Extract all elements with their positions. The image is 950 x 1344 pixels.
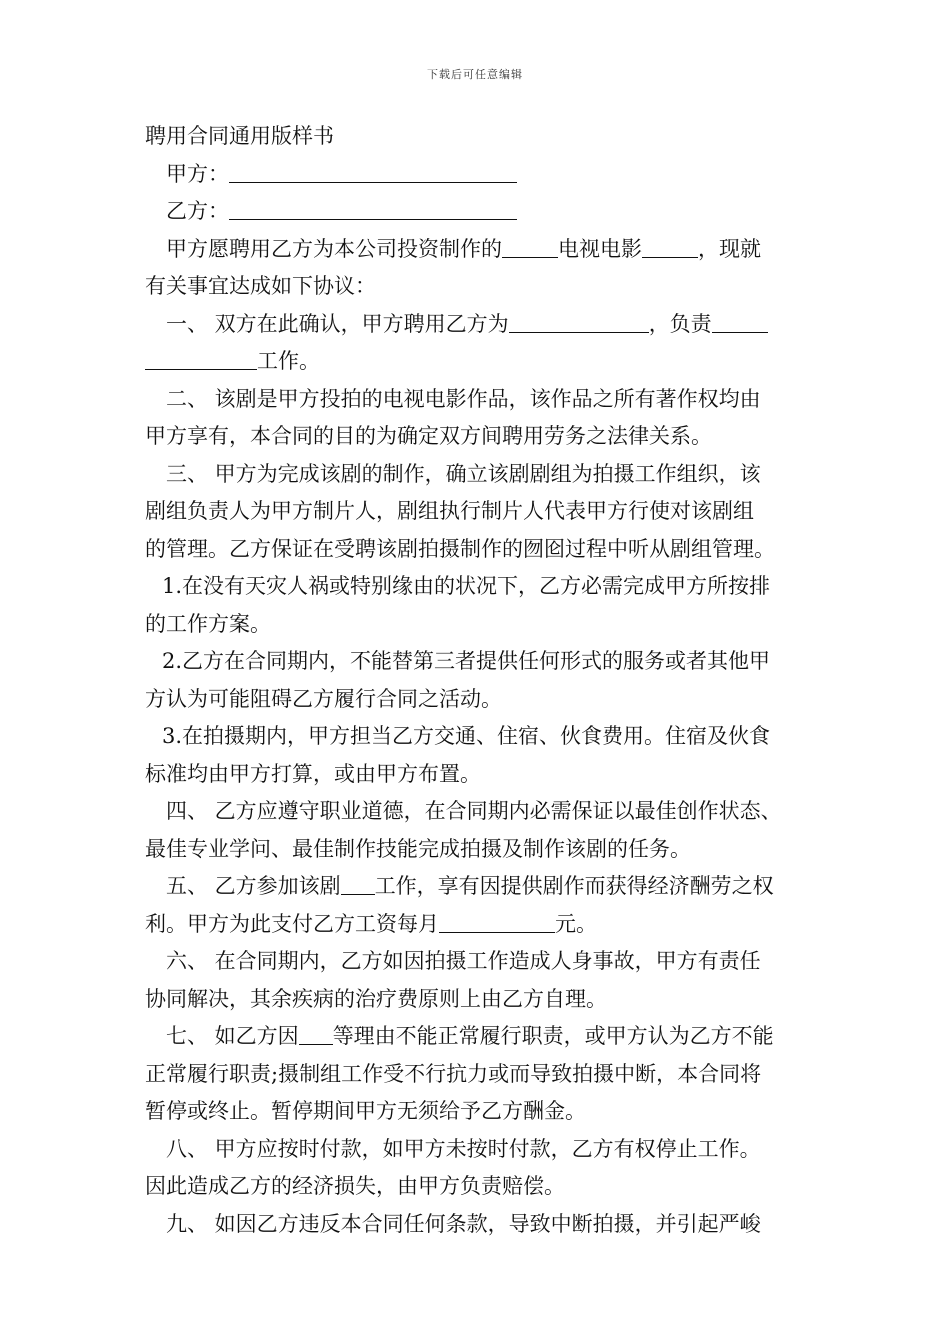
clause-3-line-3: 的管理。乙方保证在受聘该剧拍摄制作的囫囵过程中听从剧组管理。 (145, 536, 775, 561)
clause-3-line-1: 三、 甲方为完成该剧的制作，确立该剧剧组为拍摄工作组织，该 (166, 461, 761, 486)
clause-1-text-a: 一、 双方在此确认，甲方聘用乙方为 (166, 311, 509, 336)
clause-6-line-2: 协同解决，其余疾病的治疗费原则上由乙方自理。 (145, 986, 607, 1011)
sub-3-line-1: 3.在拍摄期内，甲方担当乙方交通、住宿、伙食费用。住宿及伙食 (162, 724, 771, 748)
sub-3-line-2: 标准均由甲方打算，或由甲方布置。 (145, 761, 481, 786)
clause-5-blank-2 (439, 908, 555, 933)
party-a-line (145, 156, 817, 194)
party-b-line (145, 193, 817, 231)
clause-1-blank-3 (145, 345, 257, 370)
clause-7-text-a: 七、 如乙方因 (166, 1024, 299, 1048)
clause-7-blank-1 (299, 1020, 333, 1045)
clause-2-line-1: 二、 该剧是甲方投拍的电视电影作品，该作品之所有著作权均由 (166, 386, 761, 411)
clause-1-blank-1 (509, 308, 649, 333)
clause-5-line-2 (145, 906, 817, 944)
clause-1-line-1 (145, 306, 817, 344)
clause-5-line-1 (145, 868, 817, 906)
party-a-label: 甲方： (166, 161, 229, 186)
intro-blank-2 (642, 233, 698, 258)
sub-1-line-1: 1.在没有天灾人祸或特别缘由的状况下，乙方必需完成甲方所按排 (162, 574, 771, 598)
party-b-blank (229, 195, 517, 220)
intro-text-b: 电视电影 (558, 236, 642, 261)
clause-7-line-3: 暂停或终止。暂停期间甲方无须给予乙方酬金。 (145, 1099, 586, 1123)
sub-2-line-2: 方认为可能阻碍乙方履行合同之活动。 (145, 686, 502, 711)
clause-4-line-1: 四、 乙方应遵守职业道德，在合同期内必需保证以最佳创作状态、 (166, 799, 782, 823)
intro-line-1 (145, 231, 817, 269)
sub-2-line-1: 2.乙方在合同期内，不能替第三者提供任何形式的服务或者其他甲 (162, 649, 771, 673)
clause-1-text-c: 工作。 (257, 349, 320, 373)
clause-6-line-1: 六、 在合同期内，乙方如因拍摄工作造成人身事故，甲方有责任 (166, 949, 761, 973)
clause-8-line-1: 八、 甲方应按时付款，如甲方未按时付款，乙方有权停止工作。 (166, 1136, 761, 1161)
clause-5-text-d: 元。 (555, 911, 597, 936)
intro-text-c: ，现就 (698, 236, 761, 261)
page-header: 下载后可任意编辑 (427, 68, 523, 81)
intro-text-a: 甲方愿聘用乙方为本公司投资制作的 (166, 236, 502, 261)
clause-8-line-2: 因此造成乙方的经济损失，由甲方负责赔偿。 (145, 1174, 565, 1198)
clause-4-line-2: 最佳专业学问、最佳制作技能完成拍摄及制作该剧的任务。 (145, 836, 691, 861)
clause-1-line-2 (145, 343, 817, 381)
party-a-blank (229, 158, 517, 183)
clause-7-line-1 (145, 1018, 817, 1056)
clause-5-text-b: 工作，享有因提供剧作而获得经济酬劳之权 (374, 874, 774, 898)
clause-5-blank-1 (341, 870, 375, 895)
clause-9-line-1: 九、 如因乙方违反本合同任何条款，导致中断拍摄，并引起严峻 (166, 1211, 761, 1236)
clause-7-text-b: 等理由不能正常履行职责，或甲方认为乙方不能 (332, 1024, 774, 1048)
clause-5-text-c: 利。甲方为此支付乙方工资每月 (145, 911, 439, 936)
clause-2-line-2: 甲方享有，本合同的目的为确定双方间聘用劳务之法律关系。 (145, 424, 712, 448)
clause-5-text-a: 五、 乙方参加该剧 (166, 874, 341, 898)
clause-3-line-2: 剧组负责人为甲方制片人，剧组执行制片人代表甲方行使对该剧组 (145, 499, 754, 523)
document-title: 聘用合同通用版样书 (145, 124, 334, 148)
clause-1-blank-2 (712, 308, 768, 333)
party-b-label: 乙方： (166, 199, 229, 223)
intro-blank-1 (502, 233, 558, 258)
sub-1-line-2: 的工作方案。 (145, 611, 271, 636)
clause-7-line-2: 正常履行职责;摄制组工作受不行抗力或而导致拍摄中断，本合同将 (145, 1061, 762, 1086)
intro-line-2: 有关事宜达成如下协议： (145, 274, 376, 298)
clause-1-text-b: ，负责 (648, 311, 712, 336)
contract-body (145, 118, 817, 1243)
